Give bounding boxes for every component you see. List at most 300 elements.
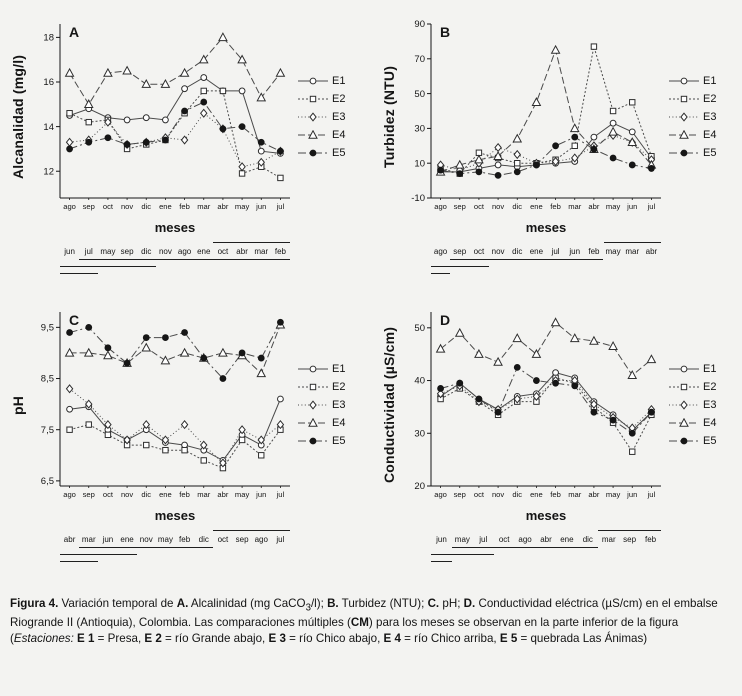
cm-month-label: nov bbox=[491, 247, 505, 256]
legend-label: E3 bbox=[703, 399, 717, 411]
series-line-E2 bbox=[70, 425, 281, 469]
series-marker-E5 bbox=[220, 376, 226, 382]
cm-underline bbox=[431, 561, 452, 562]
legend-item-E2 bbox=[298, 93, 345, 105]
series-marker-E4 bbox=[590, 337, 598, 344]
x-tick-label: may bbox=[605, 202, 621, 211]
cm-overline bbox=[598, 530, 661, 531]
series-marker-E5 bbox=[610, 155, 616, 161]
cm-month-label: jun bbox=[64, 247, 75, 256]
series-marker-E2 bbox=[278, 175, 283, 180]
caption-segment: Figura 4. bbox=[10, 597, 59, 610]
x-tick-label: oct bbox=[473, 490, 484, 499]
x-tick-label: jul bbox=[276, 202, 285, 211]
cm-month-label: ago bbox=[518, 535, 532, 544]
legend-label: E2 bbox=[332, 381, 346, 393]
x-tick-label: jul bbox=[276, 490, 285, 499]
legend-sample-E2 bbox=[669, 382, 699, 392]
cm-month-label: sep bbox=[235, 535, 249, 544]
y-axis-label: Conductividad (µS/cm) bbox=[381, 326, 397, 484]
y-tick-label: 6,5 bbox=[40, 476, 54, 488]
plot-column bbox=[399, 302, 667, 572]
series-marker-E5 bbox=[163, 335, 169, 341]
series-marker-E4 bbox=[142, 80, 150, 87]
caption-segment: Estaciones: bbox=[13, 631, 74, 645]
series-marker-E2 bbox=[144, 442, 149, 447]
caption-segment: = río Grande abajo, bbox=[161, 631, 269, 645]
chart-legend bbox=[298, 302, 345, 508]
x-tick-label: ago bbox=[63, 490, 76, 499]
y-tick-label: -10 bbox=[411, 193, 425, 205]
legend-item-E1 bbox=[669, 75, 716, 87]
legend-label: E4 bbox=[332, 417, 346, 429]
cm-month-label: ago bbox=[433, 247, 448, 256]
series-marker-E5 bbox=[649, 409, 655, 415]
legend-item-E4 bbox=[669, 129, 716, 141]
legend-item-E1 bbox=[298, 75, 345, 87]
x-tick-label: feb bbox=[550, 202, 561, 211]
series-line-E3 bbox=[441, 135, 652, 170]
cm-underline bbox=[431, 554, 494, 555]
legend-label: E4 bbox=[703, 417, 717, 429]
series-marker-E2 bbox=[591, 44, 596, 49]
cm-month-label: feb bbox=[179, 535, 191, 544]
panel-C bbox=[0, 294, 371, 582]
series-marker-E2 bbox=[67, 111, 72, 116]
x-tick-label: mar bbox=[568, 490, 582, 499]
chart-legend bbox=[669, 14, 716, 220]
x-tick-label: jul bbox=[647, 202, 656, 211]
x-tick-label: nov bbox=[491, 202, 505, 211]
cm-month-label: sep bbox=[120, 247, 134, 256]
figure-caption bbox=[0, 582, 742, 647]
series-marker-E4 bbox=[437, 345, 445, 352]
cm-month-label: ene bbox=[197, 247, 211, 256]
series-marker-E5 bbox=[201, 355, 207, 361]
series-marker-E2 bbox=[201, 458, 206, 463]
y-tick-label: 40 bbox=[414, 375, 425, 387]
series-marker-E5 bbox=[572, 134, 578, 140]
series-marker-E5 bbox=[278, 319, 284, 325]
series-marker-E4 bbox=[571, 334, 579, 341]
x-tick-label: ago bbox=[63, 202, 76, 211]
series-marker-E5 bbox=[220, 126, 226, 132]
x-tick-label: abr bbox=[588, 202, 600, 211]
y-tick-label: 50 bbox=[414, 323, 425, 335]
series-marker-E2 bbox=[201, 88, 206, 93]
legend-sample-E3 bbox=[669, 112, 699, 122]
caption-segment: E 5 bbox=[499, 631, 518, 645]
series-line-E1 bbox=[441, 123, 652, 172]
legend-label: E3 bbox=[332, 111, 346, 123]
caption-segment: B. bbox=[327, 597, 339, 610]
series-marker-E5 bbox=[610, 417, 616, 423]
legend-item-E4 bbox=[669, 417, 716, 429]
legend-item-E4 bbox=[298, 417, 345, 429]
series-marker-E5 bbox=[591, 146, 597, 152]
legend-item-E3 bbox=[298, 399, 345, 411]
caption-segment: A. bbox=[176, 597, 189, 610]
cm-month-label: nov bbox=[139, 535, 153, 544]
x-tick-label: nov bbox=[491, 490, 505, 499]
cm-month-label: nov bbox=[158, 247, 172, 256]
panel-letter: C bbox=[69, 312, 80, 328]
cm-underline bbox=[450, 259, 603, 260]
series-line-E4 bbox=[70, 325, 281, 374]
series-marker-E1 bbox=[201, 75, 207, 81]
cm-month-label: oct bbox=[473, 247, 485, 256]
series-marker-E2 bbox=[86, 119, 91, 124]
series-marker-E2 bbox=[86, 422, 91, 427]
cm-month-label: abr bbox=[540, 535, 552, 544]
cm-month-label: abr bbox=[63, 535, 76, 544]
series-marker-E4 bbox=[532, 98, 540, 105]
cm-underline bbox=[79, 547, 213, 548]
legend-sample-E4 bbox=[669, 130, 699, 140]
cm-month-label: jul bbox=[551, 247, 560, 256]
series-line-E5 bbox=[441, 367, 652, 433]
series-marker-E2 bbox=[220, 88, 225, 93]
x-tick-label: dic bbox=[141, 490, 152, 499]
series-marker-E4 bbox=[257, 369, 265, 376]
x-tick-label: mar bbox=[197, 202, 211, 211]
legend-sample-E5 bbox=[669, 148, 699, 158]
series-line-E2 bbox=[441, 47, 652, 174]
legend-item-E5 bbox=[298, 435, 345, 447]
x-tick-label: dic bbox=[512, 202, 523, 211]
panel-B bbox=[371, 6, 742, 294]
legend-sample-E4 bbox=[298, 418, 328, 428]
series-marker-E4 bbox=[532, 350, 540, 357]
y-axis-label: Turbidez (NTU) bbox=[381, 65, 397, 169]
legend-label: E2 bbox=[332, 93, 346, 105]
series-line-E1 bbox=[70, 399, 281, 460]
cm-month-label: feb bbox=[588, 247, 600, 256]
x-tick-label: feb bbox=[179, 202, 190, 211]
cm-month-label: feb bbox=[644, 535, 657, 544]
series-marker-E5 bbox=[553, 380, 559, 386]
x-tick-label: abr bbox=[217, 490, 229, 499]
cm-month-label: ago bbox=[177, 247, 192, 256]
legend-label: E1 bbox=[703, 363, 717, 375]
x-tick-label: sep bbox=[453, 490, 466, 499]
x-tick-label: oct bbox=[102, 202, 113, 211]
legend-label: E1 bbox=[332, 75, 346, 87]
caption-segment: E 4 bbox=[383, 631, 401, 645]
x-tick-label: abr bbox=[217, 202, 229, 211]
cm-month-label: may bbox=[100, 247, 116, 256]
x-tick-label: sep bbox=[453, 202, 466, 211]
series-marker-E2 bbox=[105, 432, 110, 437]
legend-sample-E4 bbox=[669, 418, 699, 428]
legend-sample-E1 bbox=[669, 76, 699, 86]
cm-month-label: sep bbox=[623, 535, 637, 544]
caption-segment: = río Chico abajo, bbox=[285, 631, 384, 645]
cm-comparisons bbox=[60, 241, 290, 284]
y-tick-label: 90 bbox=[414, 19, 425, 31]
legend-item-E3 bbox=[669, 399, 716, 411]
x-tick-label: nov bbox=[120, 490, 134, 499]
caption-segment: /l); bbox=[310, 597, 328, 610]
series-marker-E5 bbox=[105, 345, 111, 351]
y-tick-label: 12 bbox=[43, 166, 54, 178]
series-marker-E5 bbox=[163, 137, 169, 143]
y-tick-label: 30 bbox=[414, 123, 425, 135]
cm-month-label: may bbox=[157, 535, 173, 544]
cm-month-label: mar bbox=[625, 247, 640, 256]
cm-month-label: mar bbox=[81, 535, 96, 544]
series-marker-E1 bbox=[278, 396, 284, 402]
series-marker-E4 bbox=[66, 69, 74, 76]
series-marker-E5 bbox=[629, 162, 635, 168]
series-marker-E5 bbox=[86, 139, 92, 145]
legend-sample-E1 bbox=[298, 364, 328, 374]
series-marker-E5 bbox=[457, 171, 463, 177]
cm-month-label: dic bbox=[582, 535, 593, 544]
series-marker-E4 bbox=[85, 100, 93, 107]
legend-label: E2 bbox=[703, 93, 717, 105]
plot-column bbox=[28, 14, 296, 284]
series-marker-E5 bbox=[553, 143, 559, 149]
legend-label: E5 bbox=[703, 435, 717, 447]
plot-column bbox=[28, 302, 296, 572]
series-marker-E5 bbox=[182, 330, 188, 336]
x-axis-label: meses bbox=[525, 220, 567, 235]
y-tick-label: 16 bbox=[43, 77, 54, 89]
cm-month-label: jun bbox=[102, 535, 114, 544]
caption-segment: E 3 bbox=[268, 631, 286, 645]
series-marker-E5 bbox=[649, 166, 655, 172]
x-tick-label: jun bbox=[256, 202, 267, 211]
series-line-E5 bbox=[70, 102, 281, 151]
cm-month-label: jun bbox=[569, 247, 581, 256]
cm-month-label: jul bbox=[479, 535, 488, 544]
series-marker-E4 bbox=[181, 69, 189, 76]
legend-sample-E5 bbox=[669, 436, 699, 446]
series-marker-E1 bbox=[495, 162, 501, 168]
x-tick-label: sep bbox=[82, 490, 95, 499]
caption-segment: = quebrada Las Ánimas) bbox=[517, 631, 648, 645]
y-tick-label: 18 bbox=[43, 32, 54, 44]
series-marker-E2 bbox=[67, 427, 72, 432]
series-marker-E5 bbox=[495, 409, 501, 415]
cm-month-label: mar bbox=[254, 247, 269, 256]
series-marker-E2 bbox=[239, 437, 244, 442]
panel-letter: D bbox=[440, 312, 451, 328]
legend-sample-E1 bbox=[298, 76, 328, 86]
legend-label: E1 bbox=[332, 363, 346, 375]
series-marker-E4 bbox=[142, 344, 150, 351]
legend-sample-E1 bbox=[669, 364, 699, 374]
series-marker-E5 bbox=[534, 378, 540, 384]
series-marker-E1 bbox=[67, 406, 73, 412]
x-tick-label: abr bbox=[588, 490, 600, 499]
series-marker-E3 bbox=[201, 109, 207, 117]
series-marker-E1 bbox=[553, 370, 559, 376]
x-tick-label: ago bbox=[434, 490, 447, 499]
x-tick-label: nov bbox=[120, 202, 134, 211]
legend-sample-E2 bbox=[298, 382, 328, 392]
cm-month-label: jul bbox=[276, 535, 285, 544]
caption-segment: pH; bbox=[439, 597, 464, 610]
y-tick-label: 9,5 bbox=[40, 322, 54, 334]
cm-underline bbox=[60, 266, 156, 267]
x-tick-label: may bbox=[605, 490, 621, 499]
legend-item-E1 bbox=[669, 363, 716, 375]
series-marker-E2 bbox=[163, 447, 168, 452]
series-marker-E4 bbox=[552, 318, 560, 325]
cm-month-label: mar bbox=[601, 535, 616, 544]
cm-month-label: jul bbox=[84, 247, 93, 256]
cm-comparisons bbox=[431, 241, 661, 284]
series-marker-E4 bbox=[123, 67, 131, 74]
series-marker-E1 bbox=[163, 117, 169, 123]
cm-underline bbox=[79, 259, 290, 260]
series-marker-E5 bbox=[124, 142, 130, 148]
cm-underline bbox=[431, 266, 489, 267]
series-marker-E5 bbox=[476, 169, 482, 175]
series-marker-E5 bbox=[182, 108, 188, 114]
legend-label: E5 bbox=[703, 147, 717, 159]
legend-item-E2 bbox=[298, 381, 345, 393]
cm-month-label: dic bbox=[512, 247, 523, 256]
x-tick-label: oct bbox=[473, 202, 484, 211]
series-marker-E4 bbox=[276, 69, 284, 76]
series-marker-E2 bbox=[515, 161, 520, 166]
series-marker-E4 bbox=[628, 371, 636, 378]
series-marker-E5 bbox=[143, 335, 149, 341]
series-marker-E5 bbox=[438, 386, 444, 392]
legend-item-E3 bbox=[669, 111, 716, 123]
x-tick-label: ene bbox=[159, 202, 172, 211]
cm-underline bbox=[60, 561, 98, 562]
series-marker-E5 bbox=[258, 139, 264, 145]
legend-item-E5 bbox=[669, 435, 716, 447]
x-tick-label: may bbox=[234, 490, 250, 499]
cm-month-label: ene bbox=[120, 535, 134, 544]
series-marker-E5 bbox=[239, 124, 245, 130]
series-marker-E1 bbox=[239, 88, 245, 94]
series-marker-E4 bbox=[609, 128, 617, 135]
series-marker-E5 bbox=[67, 146, 73, 152]
x-axis-label: meses bbox=[154, 220, 196, 235]
x-tick-label: ene bbox=[159, 490, 172, 499]
cm-month-label: dic bbox=[141, 247, 152, 256]
series-marker-E4 bbox=[552, 46, 560, 53]
series-marker-E5 bbox=[201, 99, 207, 105]
series-line-E4 bbox=[441, 323, 652, 376]
x-tick-label: dic bbox=[512, 490, 523, 499]
panel-letter: A bbox=[69, 24, 80, 40]
caption-segment: D. bbox=[463, 597, 476, 610]
cm-comparisons bbox=[60, 529, 290, 572]
series-marker-E2 bbox=[182, 447, 187, 452]
series-marker-E5 bbox=[457, 380, 463, 386]
series-marker-E4 bbox=[475, 350, 483, 357]
x-tick-label: jun bbox=[256, 490, 267, 499]
cm-month-label: ago bbox=[254, 535, 268, 544]
series-line-E3 bbox=[70, 113, 281, 167]
x-tick-label: may bbox=[234, 202, 250, 211]
legend-sample-E4 bbox=[298, 130, 328, 140]
chart-svg-B bbox=[399, 14, 667, 220]
cm-month-label: may bbox=[605, 247, 621, 256]
series-marker-E5 bbox=[278, 148, 284, 154]
series-marker-E3 bbox=[181, 421, 187, 429]
series-marker-E2 bbox=[630, 100, 635, 105]
series-marker-E5 bbox=[629, 430, 635, 436]
series-marker-E5 bbox=[143, 139, 149, 145]
x-tick-label: feb bbox=[550, 490, 561, 499]
x-axis-label: meses bbox=[525, 508, 567, 523]
y-tick-label: 30 bbox=[414, 428, 425, 440]
legend-label: E5 bbox=[332, 435, 346, 447]
series-marker-E4 bbox=[647, 355, 655, 362]
legend-label: E4 bbox=[332, 129, 346, 141]
caption-segment: C. bbox=[427, 597, 440, 610]
legend-label: E3 bbox=[332, 399, 346, 411]
x-tick-label: ago bbox=[434, 202, 447, 211]
legend-sample-E5 bbox=[298, 436, 328, 446]
chart-legend bbox=[669, 302, 716, 508]
panels-grid bbox=[0, 6, 742, 582]
y-tick-label: 70 bbox=[414, 54, 425, 65]
series-marker-E4 bbox=[456, 329, 464, 336]
series-marker-E1 bbox=[591, 134, 597, 140]
caption-segment: Turbidez (NTU); bbox=[338, 597, 428, 610]
series-marker-E2 bbox=[572, 143, 577, 148]
series-marker-E3 bbox=[514, 151, 520, 159]
x-tick-label: dic bbox=[141, 202, 152, 211]
y-tick-label: 7,5 bbox=[40, 424, 54, 436]
series-marker-E2 bbox=[630, 449, 635, 454]
legend-sample-E3 bbox=[669, 400, 699, 410]
series-marker-E2 bbox=[610, 108, 615, 113]
legend-item-E2 bbox=[669, 93, 716, 105]
series-marker-E5 bbox=[572, 383, 578, 389]
series-line-E3 bbox=[70, 389, 281, 463]
chart-svg-A bbox=[28, 14, 296, 220]
caption-segment: = río Chico arriba, bbox=[400, 631, 500, 645]
series-marker-E4 bbox=[219, 33, 227, 40]
panel-letter: B bbox=[440, 24, 451, 40]
y-axis-label: Alcanalidad (mg/l) bbox=[10, 54, 26, 180]
cm-month-label: oct bbox=[217, 247, 229, 256]
caption-segment: Alcalinidad (mg CaCO bbox=[188, 597, 306, 610]
x-tick-label: mar bbox=[197, 490, 211, 499]
series-marker-E4 bbox=[494, 358, 502, 365]
legend-sample-E5 bbox=[298, 148, 328, 158]
y-axis-label: pH bbox=[10, 395, 26, 415]
cm-month-label: may bbox=[454, 535, 470, 544]
series-marker-E5 bbox=[124, 360, 130, 366]
x-tick-label: oct bbox=[102, 490, 113, 499]
series-marker-E1 bbox=[182, 86, 188, 92]
series-marker-E4 bbox=[571, 124, 579, 131]
caption-segment: E 2 bbox=[144, 631, 162, 645]
series-marker-E5 bbox=[495, 172, 501, 178]
series-marker-E4 bbox=[181, 349, 189, 356]
series-marker-E3 bbox=[495, 144, 501, 152]
cm-month-label: jun bbox=[436, 535, 447, 544]
series-marker-E4 bbox=[219, 349, 227, 356]
series-line-E4 bbox=[441, 50, 652, 172]
series-marker-E4 bbox=[609, 342, 617, 349]
series-marker-E1 bbox=[258, 148, 264, 154]
x-tick-label: ene bbox=[530, 202, 543, 211]
legend-label: E3 bbox=[703, 111, 717, 123]
series-marker-E5 bbox=[534, 162, 540, 168]
